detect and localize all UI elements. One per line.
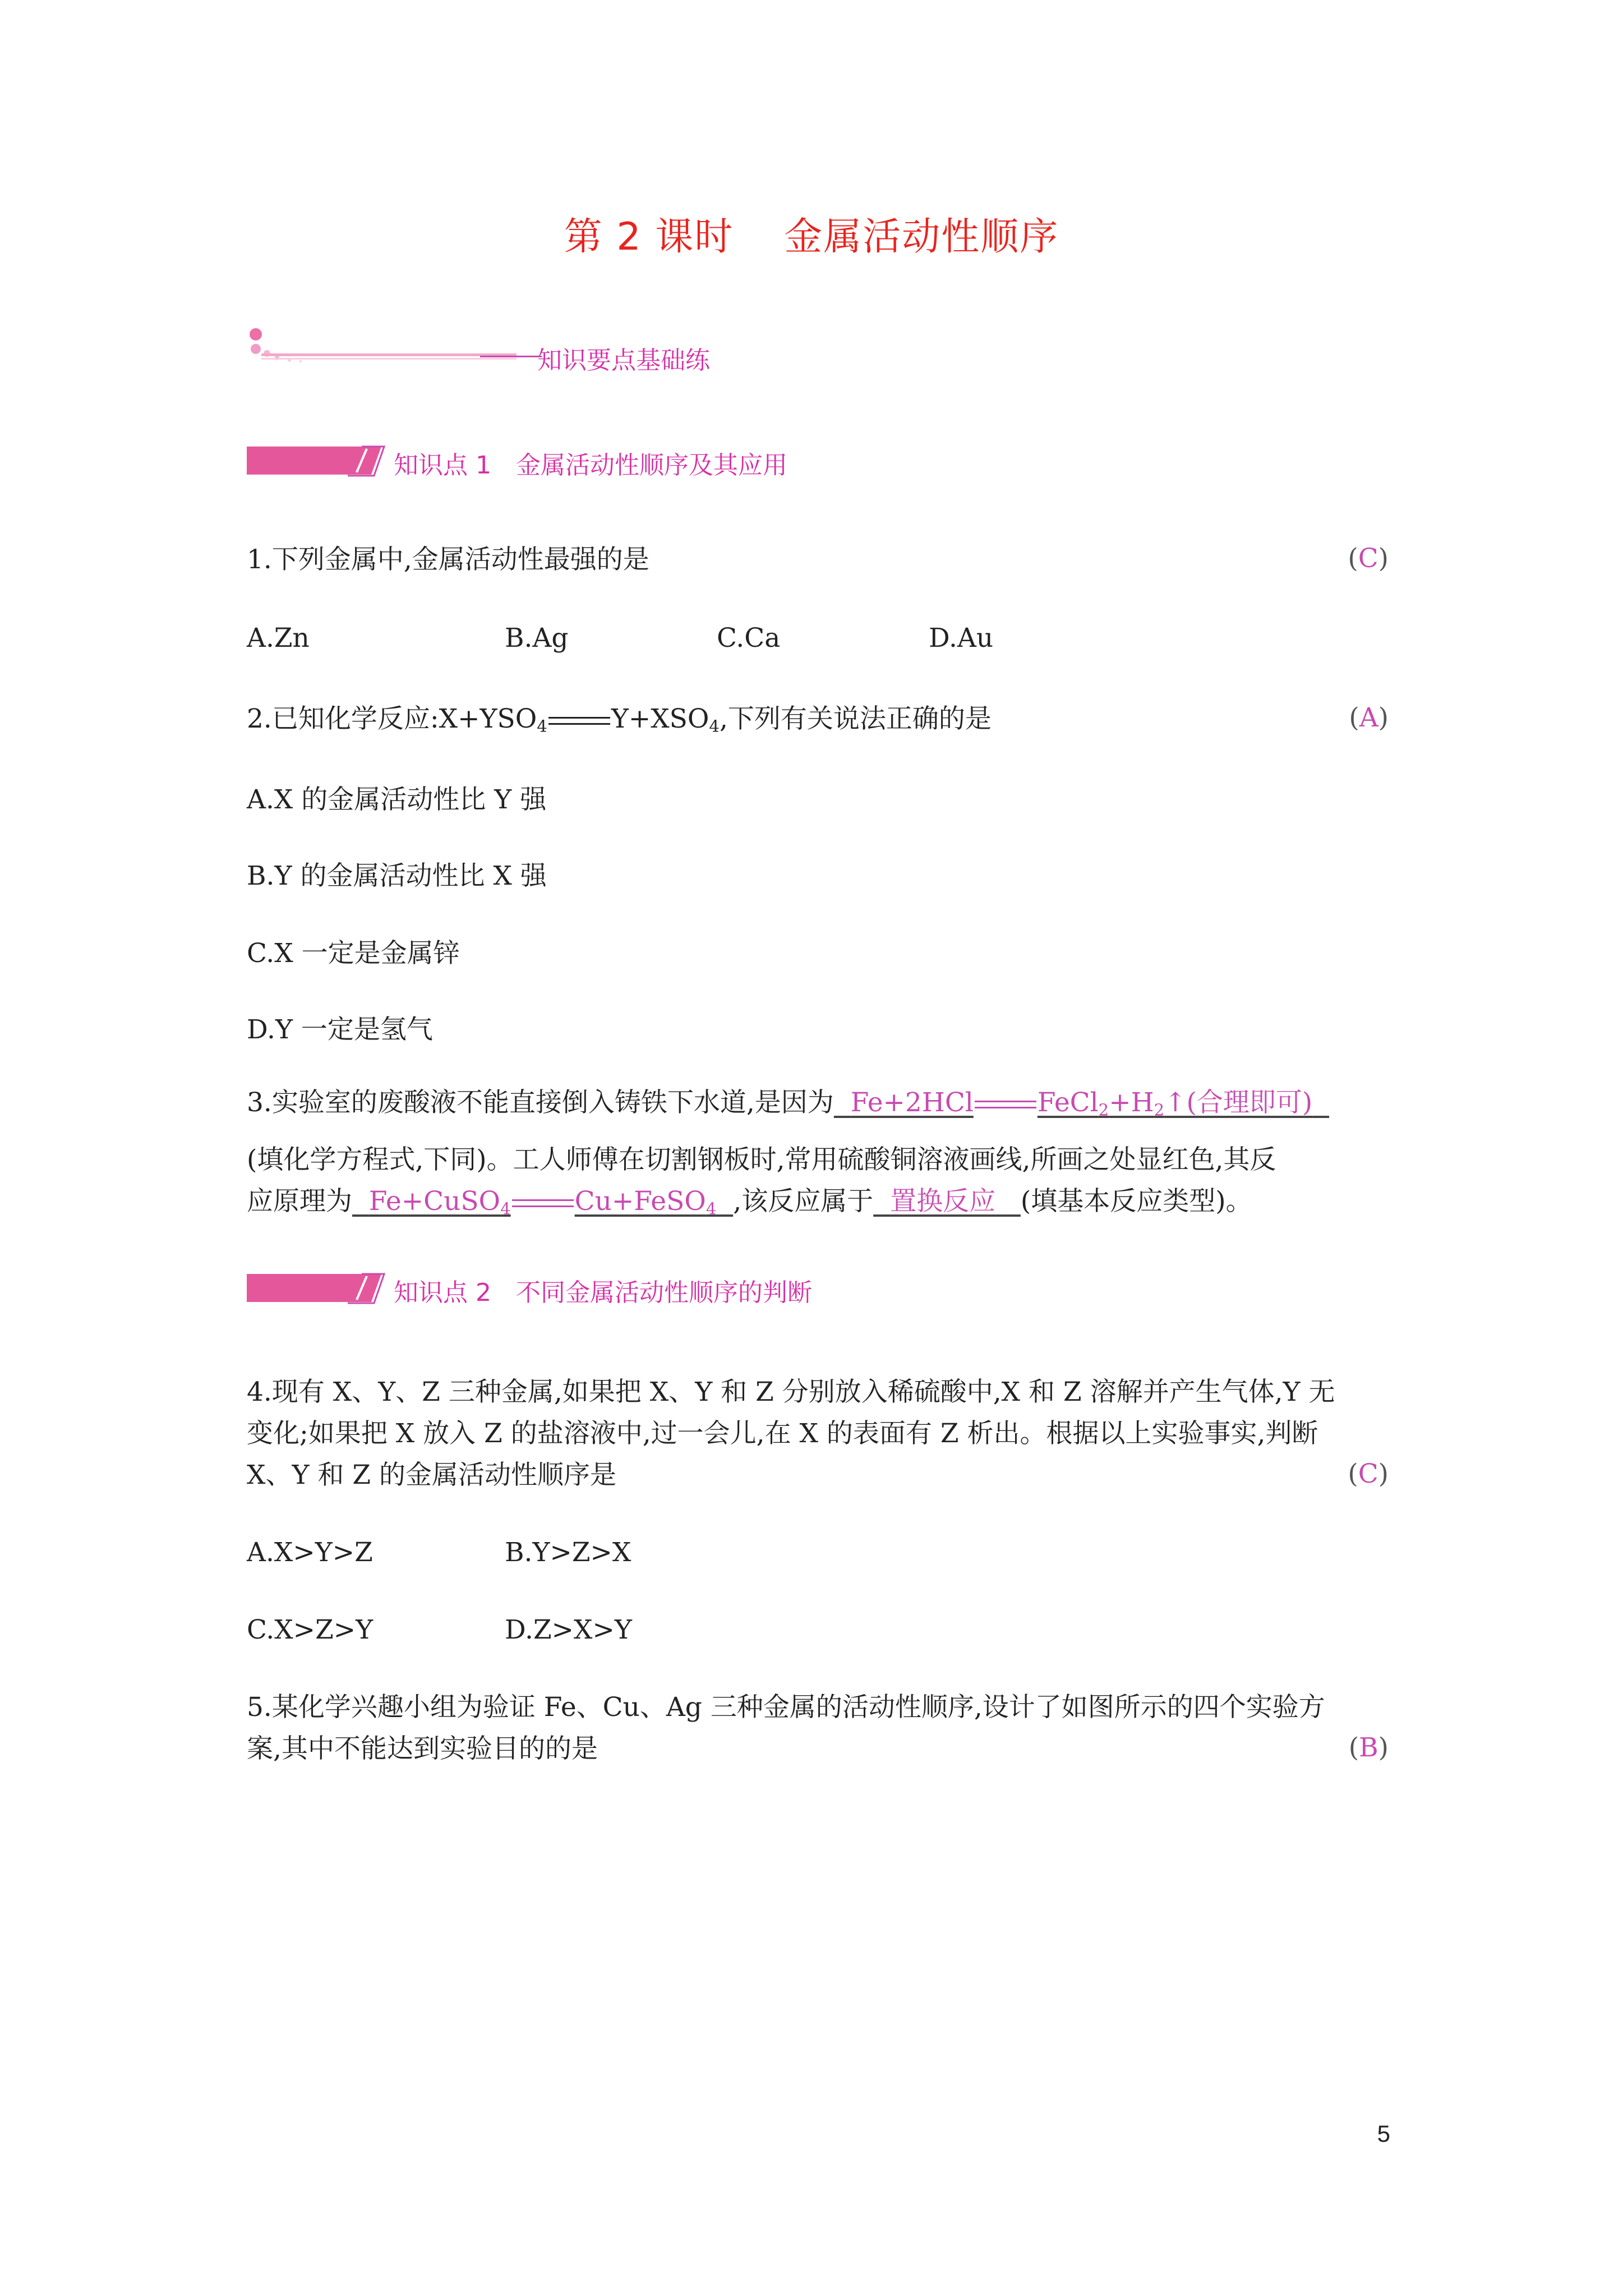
kp2-label: 知识点 2 [394,1278,491,1307]
page-number: 5 [1377,2120,1390,2147]
q2-option-b: B.Y 的金属活动性比 X 强 [247,861,547,891]
q4-answer: (C) [1348,1458,1389,1489]
q5-line-2: 案,其中不能达到实验目的的是 [247,1733,598,1764]
q4-option-c: C.X>Z>Y [247,1614,374,1645]
q3-line-1: 3.实验室的废酸液不能直接倒入铸铁下水道,是因为 Fe+2HCl $FeCl_2+H_2↑$(合理即可) [247,1086,1329,1126]
section-header [245,324,749,375]
q1-option-a: A.Zn [247,623,310,654]
q3-line-3: 应原理为 Fe+CuSO$_4$ Cu+FeSO$_4$ ,该反应属于 置换反应 (填基本反应类型)。 [247,1186,1252,1218]
q3-blank-1: Fe+2HCl $FeCl_2+H_2↑$(合理即可) [850,1087,1313,1120]
q1-option-d: D.Au [929,623,994,654]
q4-option-b: B.Y>Z>X [505,1537,631,1568]
section-header-label: 知识要点基础练 [537,346,710,375]
q1-answer: (C) [1348,543,1389,574]
q3-blank-2: Fe+CuSO$_4$ Cu+FeSO$_4$ [368,1186,717,1218]
kp2-title: 不同金属活动性顺序的判断 [515,1278,812,1307]
q1-option-b: B.Ag [505,623,569,654]
kp-tag-icon [247,444,387,478]
q2-option-d: D.Y 一定是氢气 [247,1014,433,1045]
title-topic: 金属活动性顺序 [784,215,1059,259]
knowledge-point-1 [247,441,920,481]
q4-option-a: A.X>Y>Z [247,1537,373,1568]
title-lesson: 第 2 课时 [564,215,734,259]
q3-blank-3: 置换反应 [890,1186,996,1217]
page-title [0,206,1623,261]
knowledge-point-2 [247,1269,920,1308]
q2-answer: (A) [1349,702,1389,733]
q5-line-1: 5.某化学兴趣小组为验证 Fe、Cu、Ag 三种金属的活动性顺序,设计了如图所示的四个实验方 [247,1692,1325,1723]
kp1-title: 金属活动性顺序及其应用 [515,451,787,480]
q2-option-c: C.X 一定是金属锌 [247,938,460,969]
q4-line-2: 变化;如果把 X 放入 Z 的盐溶液中,过一会儿,在 X 的表面有 Z 析出。根据以上实验事实,判断 [247,1418,1318,1449]
q1-option-c: C.Ca [717,623,781,654]
q2-text: 2.已知化学反应$:X+YSO_4$ $Y+XSO_4$,下列有关说法正确的是 [247,703,992,736]
q4-line-1: 4.现有 X、Y、Z 三种金属,如果把 X、Y 和 Z 分别放入稀硫酸中,X 和 Z 溶解并产生气体,Y 无 [247,1377,1335,1407]
q3-line-2: (填化学方程式,下同)。工人师傅在切割钢板时,常用硫酸铜溶液画线,所画之处显红色,其反 [247,1144,1276,1175]
q2-option-a: A.X 的金属活动性比 Y 强 [247,784,547,815]
q4-line-3: X、Y 和 Z 的金属活动性顺序是 [247,1460,616,1490]
q5-answer: (B) [1348,1732,1389,1763]
q1-text: 1.下列金属中,金属活动性最强的是 [247,544,649,575]
q4-option-d: D.Z>X>Y [505,1614,632,1645]
kp-tag-icon [247,1272,387,1305]
kp1-label: 知识点 1 [394,451,491,480]
decorative-dots-bar-icon [245,324,542,375]
